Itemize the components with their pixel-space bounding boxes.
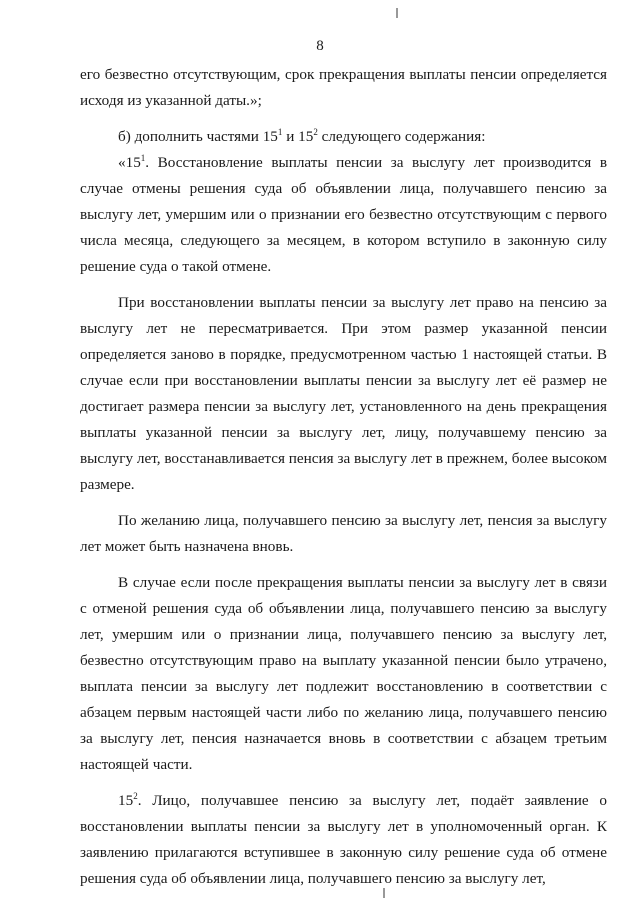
paragraph-part-15-2: $15^2$. Лицо, получавшее пенсию за выслугу лет, подаёт заявление о восстановлении выплаты пенсии за выслугу лет в уполномоченный орган. К заявлению прилагаются вступившее в законную силу решение суда об отмене решения суда об объявлении лица, получавшего пенсию за выслугу лет, [80,791,607,887]
paragraph-reassignment: По желанию лица, получавшего пенсию за выслугу лет, пенсия за выслугу лет может быть назначена вновь. [80,512,607,555]
scan-mark-top [396,8,398,18]
paragraph-part-15-1: «$15^1$. Восстановление выплаты пенсии за выслугу лет производится в случае отмены решения суда об объявлении лица, получавшего пенсию за выслугу лет, умершим или о признании его безвестно отсутствующим с первого числа месяца, следующего за месяцем, в котором вступило в законную силу решение суда о такой отмене. [80,153,607,275]
document-body [80,62,607,892]
paragraph-amendment-intro: б) дополнить частями $15^1$ и $15^2$ следующего содержания: [118,127,486,145]
paragraph-pension-size: При восстановлении выплаты пенсии за выслугу лет право на пенсию за выслугу лет не пересматривается. При этом размер указанной пенсии определяется заново в порядке, предусмотренном частью 1 настоящей статьи. В случае если при восстановлении выплаты пенсии за выслугу лет её размер не достигает размера пенсии за выслугу лет, установленного на день прекращения выплаты указанной пенсии за выслугу лет, лицу, получавшему пенсию за выслугу лет, восстанавливается пенсия за выслугу лет в прежнем, более высоком размере. [80,294,607,493]
page-number: 8 [316,38,324,54]
paragraph-lost-right: В случае если после прекращения выплаты пенсии за выслугу лет в связи с отменой решения суда об объявлении лица, получавшего пенсию за выслугу лет, умершим или о признании лица, получавшего пенсию за выслугу лет, безвестно отсутствующим право на выплату указанной пенсии было утрачено, выплата пенсии за выслугу лет подлежит восстановлению в соответствии с абзацем первым настоящей части либо по желанию лица, получавшего пенсию за выслугу лет, пенсия назначается вновь в соответствии с абзацем третьим настоящей части. [80,574,607,773]
paragraph-continuation: его безвестно отсутствующим, срок прекращения выплаты пенсии определяется исходя из указанной даты.»; [80,66,607,109]
